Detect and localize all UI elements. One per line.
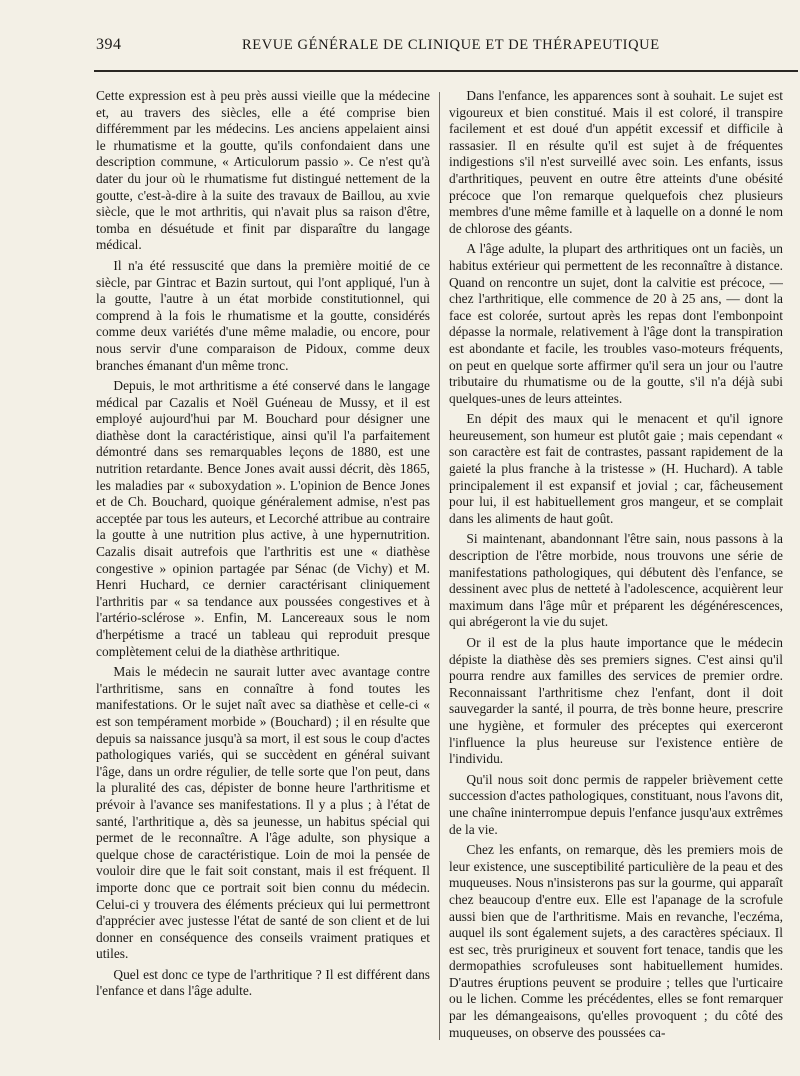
paragraph: Quel est donc ce type de l'arthritique ? Il est différent dans l'enfance et dans l'âge adulte.	[96, 966, 430, 999]
paragraph: A l'âge adulte, la plupart des arthritiques ont un faciès, un habitus extérieur qui permettent de les reconnaître à distance. Quand on rencontre un sujet, dont la calvitie est précoce, — chez l'arthritique, elle commence de 20 à 25 ans, — dont la face est colorée, surtout après les repas dont l'embonpoint dépasse la normale, relativement à l'âge dont la transpiration est abondante et facile, les troubles vaso-moteurs fréquents, on peut en quelque sorte affirmer qu'il sera un jour ou l'autre tributaire du rhumatisme ou de la goutte, s'il n'a déjà subi quelques-unes de leurs atteintes.	[449, 241, 783, 406]
left-column	[96, 88, 430, 1050]
column-divider	[439, 92, 440, 1040]
paragraph: Si maintenant, abandonnant l'être sain, nous passons à la description de l'être morbide, nous trouvons une série de manifestations pathologiques, qui débutent dès l'enfance, se dessinent avec plus de netteté à l'adolescence, acquièrent leur maximum dans l'âge mûr et préparent les dégénérescences, qui abrégeront la vie du sujet.	[449, 531, 783, 630]
paragraph: Depuis, le mot arthritisme a été conservé dans le langage médical par Cazalis et Noël Guéneau de Mussy, et il est employé aujourd'hui par M. Bouchard pour désigner une diathèse dont la caractéristique, ainsi qu'il l'a parfaitement démontré dans ses remarquables leçons de 1880, est une nutrition retardante. Bence Jones avait aussi décrit, dès 1865, les maladies par « suboxydation ». L'opinion de Bence Jones et de Ch. Bouchard, quoique généralement admise, n'est pas acceptée par tous les auteurs, et Lecorché attribue au contraire la goutte à une nutrition plus active, à une hypernutrition. Cazalis disait autrefois que l'arthritis est une « diathèse congestive » opinion partagée par Sénac (de Vichy) et M. Henri Huchard, ce dernier caractérisant cliniquement l'arthritis par « sa tendance aux poussées congestives et à l'artério-sclérose ». Enfin, M. Lancereaux sous le nom d'herpétisme a tracé un tableau qui reproduit presque complètement celui de la diathèse arthritique.	[96, 378, 430, 659]
header-rule	[94, 70, 798, 72]
page-number: 394	[96, 36, 122, 53]
paragraph: Chez les enfants, on remarque, dès les premiers mois de leur existence, une susceptibilité particulière de la peau et des muqueuses. Nous n'insisterons pas sur la gourme, qui apparaît chez beaucoup d'entre eux. Elle est l'apanage de la scrofule aussi bien que de l'arthritisme. Mais en revanche, l'eczéma, auquel ils sont également sujets, a des caractères spéciaux. Il est sec, très prurigineux et souvent fort tenace, tandis que les dermopathies scrofuleuses sont habituellement humides. D'autres éruptions peuvent se produire ; telles que l'urticaire ou le lichen. Comme les précédentes, elles se font remarquer par les démangeaisons, qu'elles provoquent ; du côté des muqueuses, on observe des poussées ca-	[449, 842, 783, 1040]
paragraph: Qu'il nous soit donc permis de rappeler brièvement cette succession d'actes pathologiques, constituant, nous l'avons dit, une chaîne ininterrompue depuis l'enfance jusqu'aux extrêmes de la vie.	[449, 771, 783, 837]
page-header	[96, 36, 796, 58]
right-column	[449, 88, 783, 1050]
paragraph: Dans l'enfance, les apparences sont à souhait. Le sujet est vigoureux et bien constitué. Mais il est coloré, il transpire facilement et est doué d'un appétit excessif et difficile à rassasier. Il en résulte qu'il est sujet à de fréquentes indigestions s'il n'est surveillé avec soin. Les enfants, issus d'arthritiques, peuvent en outre être atteints d'une obésité précoce que l'on remarque quelquefois chez plusieurs membres d'une même famille et à laquelle on a donné le nom de chlorose des géants.	[449, 88, 783, 236]
paragraph: Il n'a été ressuscité que dans la première moitié de ce siècle, par Gintrac et Bazin surtout, qui l'ont appliqué, l'un à la goutte, l'autre à un état morbide constitutionnel, qui comprend à la fois le rhumatisme et la goutte, considérés comme deux variétés d'une même maladie, ou encore, pour nous servir d'une comparaison de Pidoux, comme deux branches émanant d'un même tronc.	[96, 257, 430, 373]
paragraph: Or il est de la plus haute importance que le médecin dépiste la diathèse dès ses premiers signes. C'est ainsi qu'il pourra rendre aux familles des services de premier ordre. Reconnaissant l'arthritisme chez l'enfant, dont il doit sauvegarder la santé, il pourra, de très bonne heure, prescrire une hygiène, et formuler des préceptes qui exerceront l'influence la plus heureuse sur l'existence entière de l'individu.	[449, 635, 783, 767]
paragraph: Cette expression est à peu près aussi vieille que la médecine et, au travers des siècles, elle a été comprise bien différemment par les médecins. Les anciens appelaient ainsi le rhumatisme et la goutte, qu'ils confondaient dans une description commune, « Articulorum passio ». Ce n'est qu'à dater du jour où le rhumatisme fut distingué nettement de la goutte, c'est-à-dire à la suite des travaux de Baillou, au xvie siècle, que le mot arthritis, qui n'avait plus sa raison d'être, tomba en désuétude et finit par disparaître du langage médical.	[96, 88, 430, 253]
paragraph: En dépit des maux qui le menacent et qu'il ignore heureusement, son humeur est plutôt gaie ; mais cependant « son caractère est fait de contrastes, passant rapidement de la gaieté la plus franche à la tristesse » (H. Huchard). A table principalement il est expansif et jovial ; car, fâcheusement pour lui, il est habituellement gros mangeur, et se complait dans les aliments de haut goût.	[449, 411, 783, 526]
running-title: REVUE GÉNÉRALE DE CLINIQUE ET DE THÉRAPEUTIQUE	[242, 37, 660, 53]
paragraph: Mais le médecin ne saurait lutter avec avantage contre l'arthritisme, sans en connaître à fond toutes les manifestations. Or le sujet naît avec sa diathèse et celle-ci « est son tempérament morbide » (Bouchard) ; il en résulte que depuis sa naissance jusqu'à sa mort, il est sous le coup d'actes pathologiques variés, qui se succèdent en général suivant l'âge, dans un ordre régulier, de telle sorte que l'on peut, dans la pluralité des cas, dépister de bonne heure l'arthritisme et prévoir à l'avance ses manifestations. Il y a plus ; à l'état de santé, l'arthritique a, dès sa jeunesse, un habitus spécial qui permet de le reconnaître. A l'âge adulte, son physique a quelque chose de caractéristique. Loin de moi la pensée de vouloir dire que le fait soit constant, mais il est fréquent. Il importe donc que ce portrait soit bien connu du médecin. Celui-ci y trouvera des éléments précieux qui lui permettront d'apprécier avec justesse l'état de santé de son client et de lui donner en conséquence des conseils vraiment pratiques et utiles.	[96, 664, 430, 962]
